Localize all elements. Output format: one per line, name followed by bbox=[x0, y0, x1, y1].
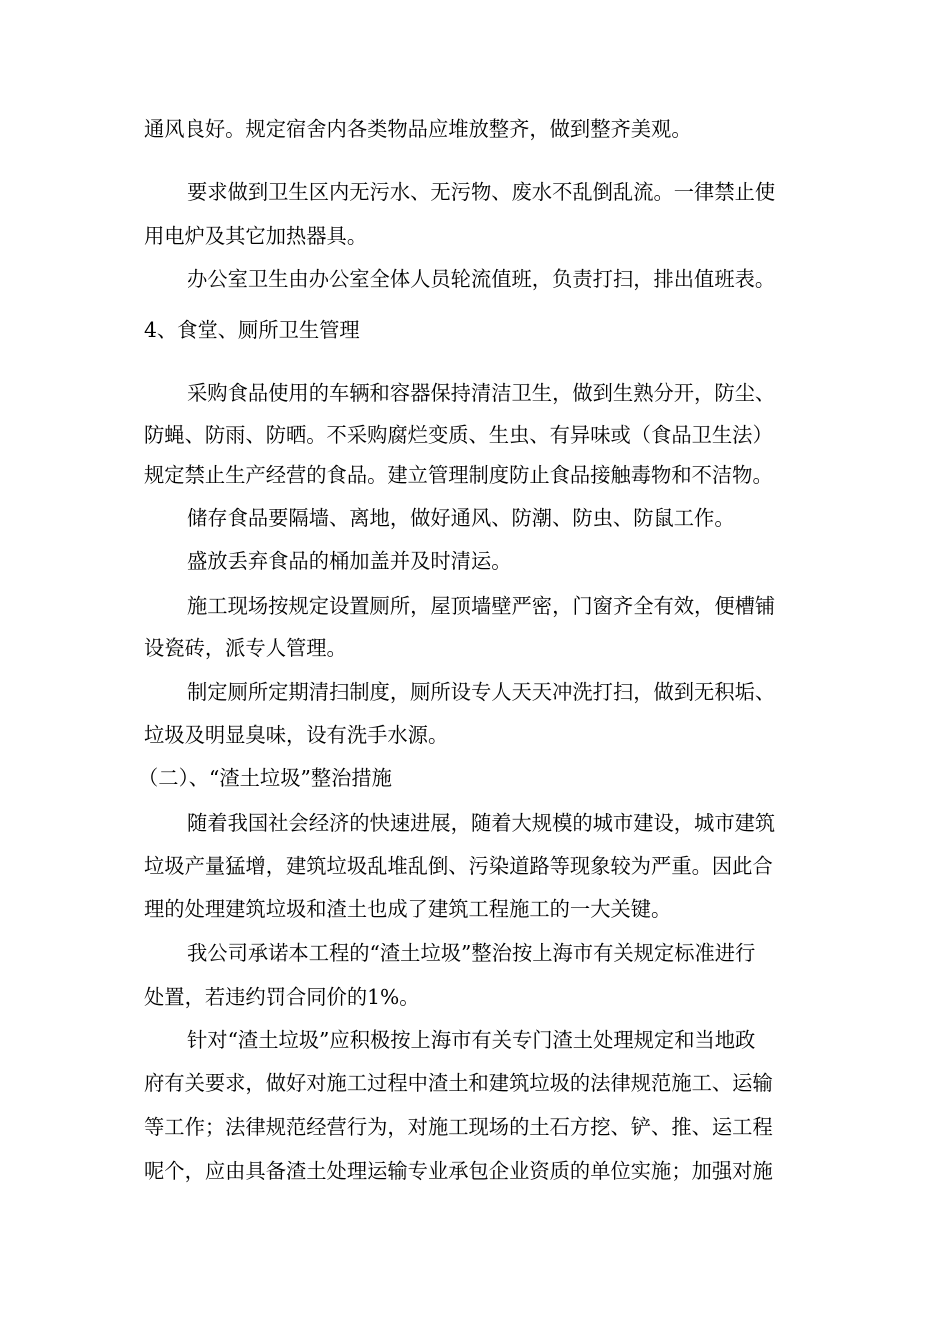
text-line-12: 设瓷砖，派专人管理。 bbox=[144, 636, 347, 660]
text-line-18: 理的处理建筑垃圾和渣土也成了建筑工程施工的一大关键。 bbox=[144, 897, 672, 921]
section-heading-4: 4、食堂、厕所卫生管理 bbox=[144, 318, 360, 342]
text-line-20: 处置，若违约罚合同价的1%。 bbox=[144, 985, 420, 1009]
text-line-19: 我公司承诺本工程的“渣土垃圾”整治按上海市有关规定标准进行 bbox=[187, 941, 756, 965]
text-line-14: 垃圾及明显臭味，设有洗手水源。 bbox=[144, 723, 449, 747]
text-line-16: 随着我国社会经济的快速进展，随着大规模的城市建设，城市建筑 bbox=[187, 811, 776, 835]
text-line-4: 办公室卫生由办公室全体人员轮流值班，负责打扫，排出值班表。 bbox=[187, 267, 776, 291]
text-line-1: 通风良好。规定宿舍内各类物品应堆放整齐，做到整齐美观。 bbox=[144, 117, 692, 141]
text-line-11: 施工现场按规定设置厕所，屋顶墙壁严密，门窗齐全有效，便槽铺 bbox=[187, 594, 776, 618]
text-line-24: 呢个，应由具备渣土处理运输专业承包企业资质的单位实施；加强对施 bbox=[144, 1159, 773, 1183]
section-heading-two: （二）、“渣土垃圾”整治措施 bbox=[138, 766, 392, 790]
text-line-7: 防蝇、防雨、防晒。不采购腐烂变质、生虫、有异味或（食品卫生法） bbox=[144, 423, 773, 447]
text-line-21: 针对“渣土垃圾”应积极按上海市有关专门渣土处理规定和当地政 bbox=[187, 1028, 756, 1052]
text-line-13: 制定厕所定期清扫制度，厕所设专人天天冲洗打扫，做到无积垢、 bbox=[187, 680, 776, 704]
text-line-6: 采购食品使用的车辆和容器保持清洁卫生，做到生熟分开，防尘、 bbox=[187, 381, 776, 405]
text-line-3: 用电炉及其它加热器具。 bbox=[144, 224, 368, 248]
text-line-8: 规定禁止生产经营的食品。建立管理制度防止食品接触毒物和不洁物。 bbox=[144, 463, 773, 487]
text-line-2: 要求做到卫生区内无污水、无污物、废水不乱倒乱流。一律禁止使 bbox=[187, 180, 776, 204]
text-line-10: 盛放丢弃食品的桶加盖并及时清运。 bbox=[187, 549, 512, 573]
text-line-22: 府有关要求，做好对施工过程中渣土和建筑垃圾的法律规范施工、运输 bbox=[144, 1071, 773, 1095]
text-line-17: 垃圾产量猛增，建筑垃圾乱堆乱倒、污染道路等现象较为严重。因此合 bbox=[144, 854, 773, 878]
text-line-9: 储存食品要隔墙、离地，做好通风、防潮、防虫、防鼠工作。 bbox=[187, 506, 735, 530]
text-line-23: 等工作；法律规范经营行为，对施工现场的土石方挖、铲、推、运工程 bbox=[144, 1115, 773, 1139]
